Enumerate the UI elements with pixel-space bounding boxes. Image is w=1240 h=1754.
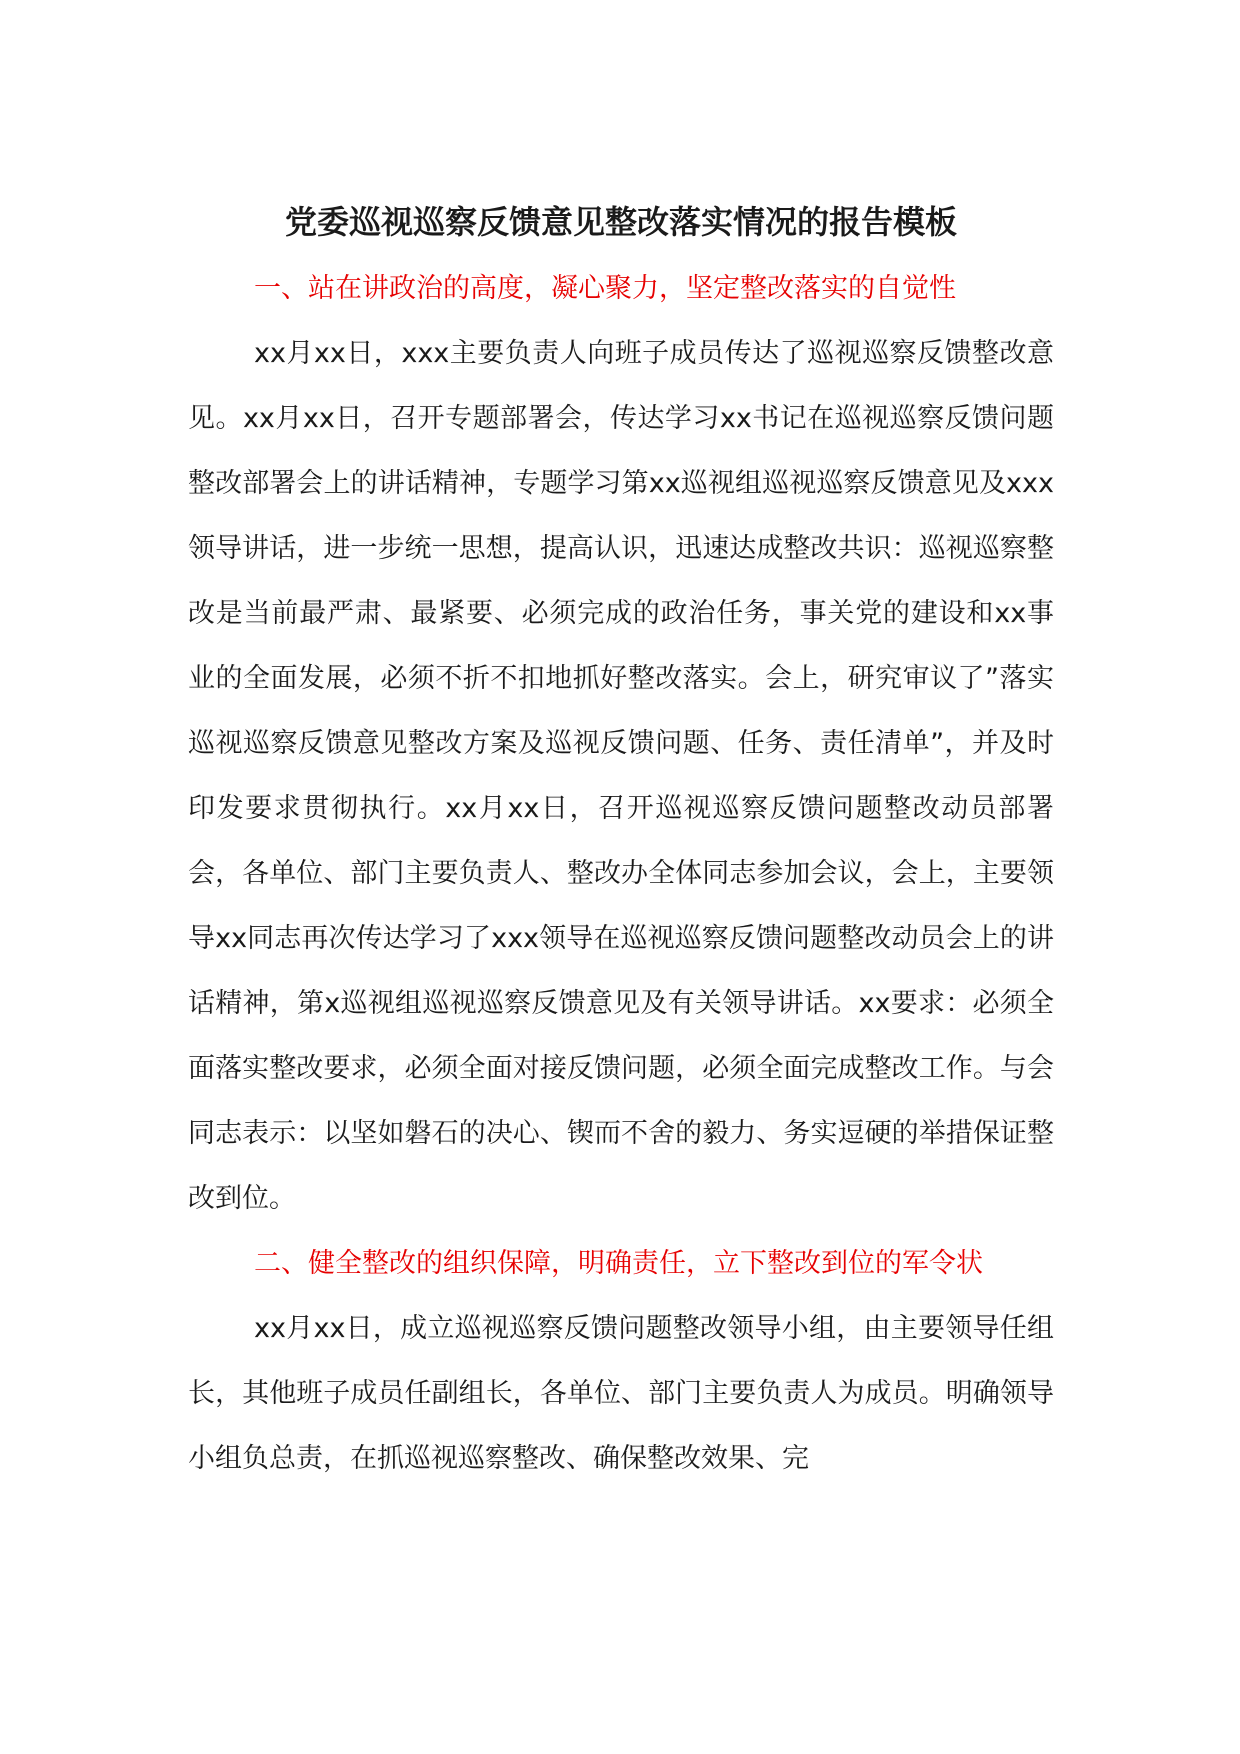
section-1 [188,256,1054,1231]
document-body [188,256,1054,1491]
section-2-paragraph: xx月xx日，成立巡视巡察反馈问题整改领导小组，由主要领导任组长，其他班子成员任副组长，各单位、部门主要负责人为成员。明确领导小组负总责，在抓巡视巡察整改、确保整改效果、完 [188,1313,1054,1474]
section-2-heading: 二、健全整改的组织保障，明确责任，立下整改到位的军令状 [254,1248,983,1279]
section-1-heading: 一、站在讲政治的高度，凝心聚力，坚定整改落实的自觉性 [254,273,956,304]
section-1-paragraph: xx月xx日，xxx主要负责人向班子成员传达了巡视巡察反馈整改意见。xx月xx日，召开专题部署会，传达学习xx书记在巡视巡察反馈问题整改部署会上的讲话精神，专题学习第xx巡视组巡视巡察反馈意见及xxx领导讲话，进一步统一思想，提高认识，迅速达成整改共识：巡视巡察整改是当前最严肃、最紧要、必须完成的政治任务，事关党的建设和xx事业的全面发展，必须不折不扣地抓好整改落实。会上，研究审议了”落实巡视巡察反馈意见整改方案及巡视反馈问题、任务、责任清单”，并及时印发要求贯彻执行。xx月xx日，召开巡视巡察反馈问题整改动员部署会，各单位、部门主要负责人、整改办全体同志参加会议，会上，主要领导xx同志再次传达学习了xxx领导在巡视巡察反馈问题整改动员会上的讲话精神，第x巡视组巡视巡察反馈意见及有关领导讲话。xx要求：必须全面落实整改要求，必须全面对接反馈问题，必须全面完成整改工作。与会同志表示：以坚如磐石的决心、锲而不舍的毅力、务实逗硬的举措保证整改到位。 [188,338,1054,1214]
section-2 [188,1231,1054,1491]
document-title: 党委巡视巡察反馈意见整改落实情况的报告模板 [284,203,957,241]
